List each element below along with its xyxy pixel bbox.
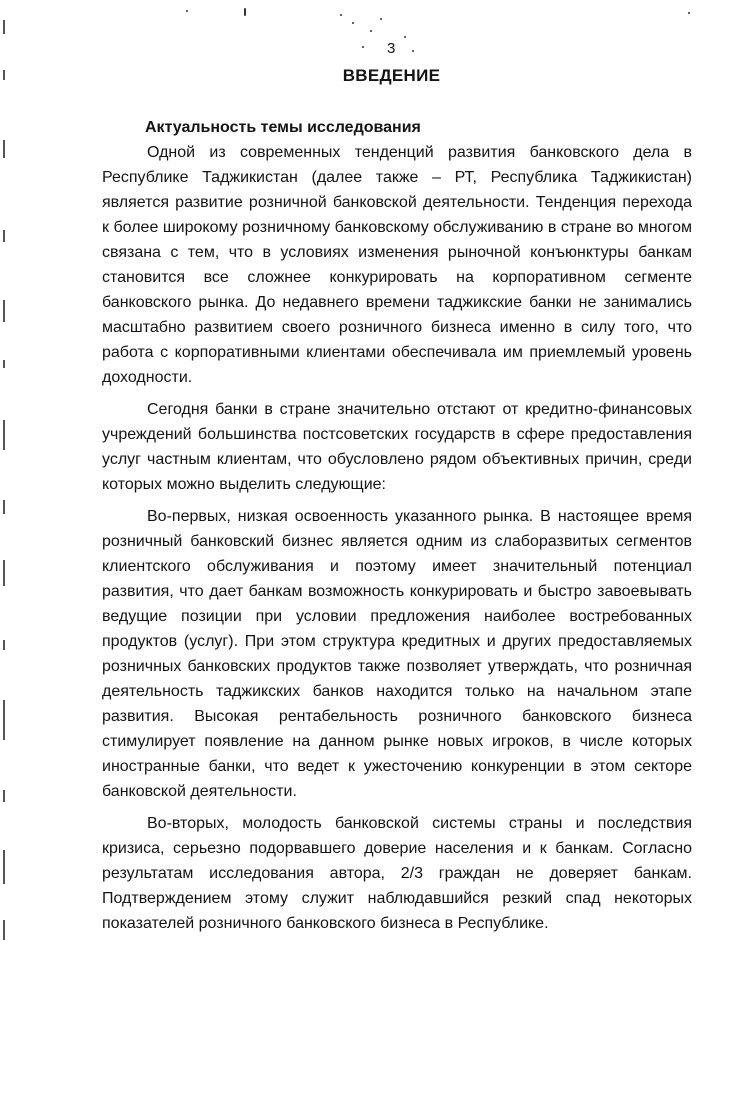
paragraph-4: Во-вторых, молодость банковской системы страны и последствия кризиса, серьезно подорвавшего доверие населения и к банкам. Согласно результатам исследования автора, 2/3 граждан не доверяет банкам. Подтверждением этому служит наблюдавшийся резкий спад некоторых показателей розничного банковского бизнеса в Республике. bbox=[102, 815, 692, 932]
paragraph-3: Во-первых, низкая освоенность указанного рынка. В настоящее время розничный банковский бизнес является одним из слаборазвитых сегментов клиентского обслуживания и поэтому имеет значительный потенциал развития, что дает банкам возможность конкурировать и быстро завоевывать ведущие позиции при условии предложения наиболее востребованных продуктов (услуг). При этом структура кредитных и других предоставляемых розничных банковских продуктов также позволяет утверждать, что розничная деятельность таджикских банков находится только на начальном этапе развития. Высокая рентабельность розничного банковского бизнеса стимулирует появление на данном рынке новых игроков, в числе которых иностранные банки, что ведет к ужесточению конкуренции в этом секторе банковской деятельности. bbox=[102, 508, 692, 800]
page-title: ВВЕДЕНИЕ bbox=[342, 66, 441, 85]
document-body bbox=[102, 115, 692, 936]
paragraph-1: Одной из современных тенденций развития банковского дела в Республике Таджикистан (далее также – РТ, Республика Таджикистан) является развитие розничной банковской деятельности. Тенденция перехода к более широкому розничному банковскому обслуживанию в стране во многом связана с тем, что в условиях изменения рыночной конъюнктуры банкам становится все сложнее конкурировать на корпоративном сегменте банковского рынка. До недавнего времени таджикские банки не занимались масштабно развитием своего розничного бизнеса именно в силу того, что работа с корпоративными клиентами обеспечивала им приемлемый уровень доходности. bbox=[102, 144, 692, 386]
section-heading: Актуальность темы исследования bbox=[145, 119, 421, 136]
page-number: 3 bbox=[387, 40, 396, 57]
paragraph-2: Сегодня банки в стране значительно отстают от кредитно-финансовых учреждений большинства постсоветских государств в сфере предоставления услуг частным клиентам, что обусловлено рядом объективных причин, среди которых можно выделить следующие: bbox=[102, 401, 692, 493]
scan-edge-noise bbox=[0, 0, 12, 1100]
